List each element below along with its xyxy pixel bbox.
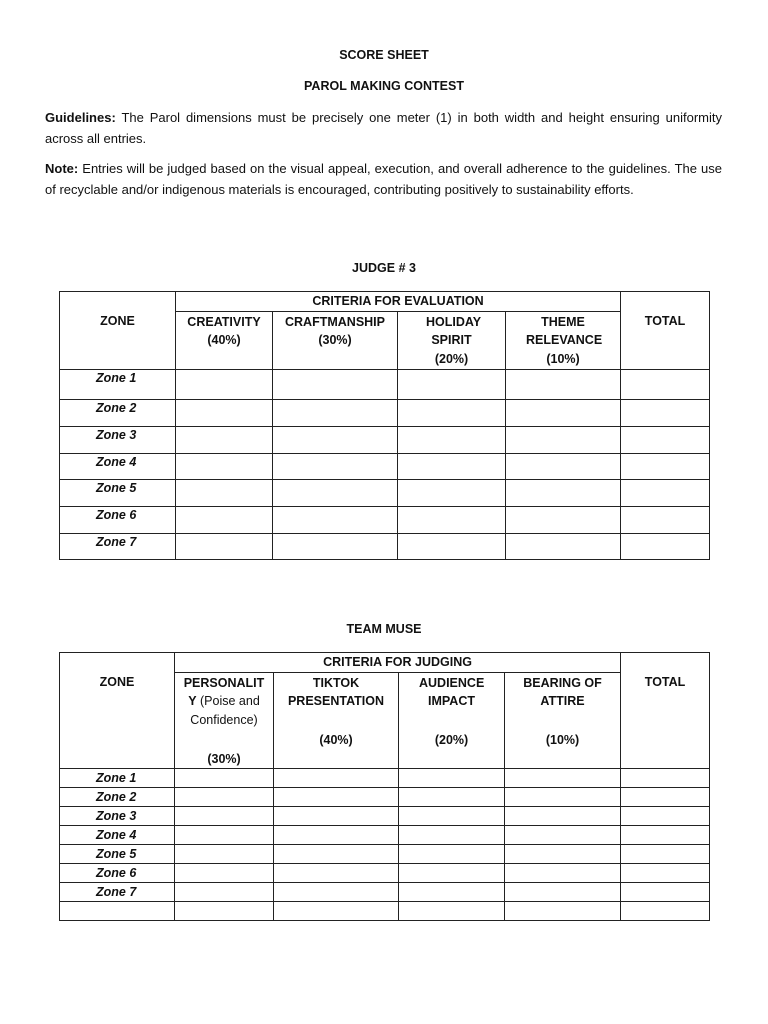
score-cell[interactable] [505, 864, 621, 883]
score-cell[interactable] [175, 902, 274, 921]
criteria-4-header [506, 311, 621, 369]
score-cell[interactable] [621, 399, 710, 426]
guidelines-paragraph [45, 108, 722, 149]
score-cell[interactable] [274, 845, 399, 864]
score-cell[interactable] [399, 902, 505, 921]
score-cell[interactable] [274, 769, 399, 788]
score-cell[interactable] [621, 479, 710, 506]
score-cell[interactable] [398, 506, 506, 533]
criteria-name [505, 674, 620, 731]
criteria-weight: (40%) [207, 333, 241, 347]
score-cell[interactable] [505, 788, 621, 807]
score-cell[interactable] [273, 479, 398, 506]
note-paragraph [45, 159, 722, 200]
zone-label: Zone 1 [60, 369, 176, 399]
score-cell[interactable] [506, 479, 621, 506]
table2-heading: TEAM MUSE [346, 622, 422, 636]
zone-label: Zone 5 [60, 845, 175, 864]
score-cell[interactable] [505, 769, 621, 788]
criteria-4-header [505, 672, 621, 769]
score-cell[interactable] [399, 788, 505, 807]
score-cell[interactable] [398, 369, 506, 399]
criteria-2-header [274, 672, 399, 769]
score-cell[interactable] [273, 533, 398, 559]
score-cell[interactable] [505, 807, 621, 826]
criteria-1-header [176, 311, 273, 369]
table-row [60, 788, 710, 807]
score-cell[interactable] [273, 399, 398, 426]
zone-label: Zone 2 [60, 788, 175, 807]
zone-label: Zone 3 [60, 807, 175, 826]
criteria-2-header [273, 311, 398, 369]
criteria-name-bold: AUDIENCE IMPACT [419, 675, 485, 708]
score-cell[interactable] [274, 807, 399, 826]
score-cell[interactable] [175, 845, 274, 864]
score-cell[interactable] [176, 479, 273, 506]
criteria-1-header [175, 672, 274, 769]
zone-label [60, 902, 175, 921]
total-header: TOTAL [621, 653, 710, 769]
criteria-name: THEME RELEVANCE [526, 314, 603, 347]
score-cell[interactable] [175, 826, 274, 845]
score-cell[interactable] [398, 533, 506, 559]
score-cell[interactable] [399, 864, 505, 883]
score-cell[interactable] [621, 769, 710, 788]
total-header: TOTAL [621, 292, 710, 370]
team-muse-score-table [59, 652, 710, 921]
score-cell[interactable] [505, 826, 621, 845]
criteria-weight: (40%) [319, 732, 353, 747]
score-cell[interactable] [175, 864, 274, 883]
score-cell[interactable] [621, 826, 710, 845]
zone-label: Zone 5 [60, 479, 176, 506]
zone-label: Zone 6 [60, 506, 176, 533]
note-text: Entries will be judged based on the visual appeal, execution, and overall adherence to the guidelines. The use of recyclable and/or indigenous materials is encouraged, contributing positively to sustainability efforts. [45, 161, 722, 197]
score-cell[interactable] [505, 845, 621, 864]
score-cell[interactable] [506, 426, 621, 453]
zone-label: Zone 7 [60, 533, 176, 559]
score-cell[interactable] [621, 453, 710, 479]
criteria-name-bold: TIKTOK PRESENTATION [287, 675, 385, 708]
document-title: SCORE SHEET [339, 48, 429, 62]
score-cell[interactable] [621, 426, 710, 453]
score-cell[interactable] [176, 369, 273, 399]
score-cell[interactable] [398, 479, 506, 506]
score-cell[interactable] [273, 506, 398, 533]
score-cell[interactable] [621, 883, 710, 902]
document-subtitle: PAROL MAKING CONTEST [304, 79, 464, 93]
table-row [60, 479, 710, 506]
criteria-name: CRAFTMANSHIP [285, 314, 385, 329]
table-row [60, 769, 710, 788]
score-cell[interactable] [274, 902, 399, 921]
criteria-weight: (30%) [318, 333, 352, 347]
zone-label: Zone 4 [60, 453, 176, 479]
score-cell[interactable] [176, 506, 273, 533]
score-cell[interactable] [399, 769, 505, 788]
score-cell[interactable] [176, 426, 273, 453]
score-cell[interactable] [175, 788, 274, 807]
criteria-name-bold: BEARING OF ATTIRE [523, 675, 602, 708]
score-cell[interactable] [621, 788, 710, 807]
criteria-name [399, 674, 504, 731]
score-cell[interactable] [175, 769, 274, 788]
score-cell[interactable] [621, 533, 710, 559]
score-cell[interactable] [399, 826, 505, 845]
zone-header: ZONE [60, 653, 175, 769]
criteria-name [175, 674, 273, 750]
score-cell[interactable] [398, 399, 506, 426]
criteria-weight: (20%) [434, 732, 469, 747]
zone-label: Zone 4 [60, 826, 175, 845]
guidelines-label: Guidelines: [45, 110, 116, 125]
score-cell[interactable] [273, 453, 398, 479]
criteria-name-detail: (Poise and Confidence) [190, 694, 260, 727]
criteria-weight: (10%) [546, 351, 580, 366]
score-cell[interactable] [176, 533, 273, 559]
score-cell[interactable] [506, 399, 621, 426]
score-cell[interactable] [398, 453, 506, 479]
criteria-3-header [399, 672, 505, 769]
score-cell[interactable] [505, 902, 621, 921]
table-row [60, 864, 710, 883]
score-cell[interactable] [621, 807, 710, 826]
table-row [60, 826, 710, 845]
score-cell[interactable] [175, 807, 274, 826]
table-row [60, 902, 710, 921]
criteria-weight: (30%) [207, 751, 241, 766]
table1-heading: JUDGE # 3 [352, 261, 416, 275]
score-cell[interactable] [274, 788, 399, 807]
score-cell[interactable] [273, 426, 398, 453]
zone-header: ZONE [60, 292, 176, 370]
score-cell[interactable] [274, 864, 399, 883]
score-cell[interactable] [398, 426, 506, 453]
table-row [60, 807, 710, 826]
score-cell[interactable] [506, 506, 621, 533]
table-row [60, 845, 710, 864]
zone-label: Zone 2 [60, 399, 176, 426]
table-row [60, 506, 710, 533]
score-cell[interactable] [399, 883, 505, 902]
zone-label: Zone 1 [60, 769, 175, 788]
table-row [60, 533, 710, 559]
note-label: Note: [45, 161, 79, 176]
score-cell[interactable] [621, 864, 710, 883]
score-cell[interactable] [274, 883, 399, 902]
table-row [60, 453, 710, 479]
criteria-name [274, 674, 398, 731]
zone-label: Zone 6 [60, 864, 175, 883]
score-cell[interactable] [506, 369, 621, 399]
score-cell[interactable] [506, 453, 621, 479]
criteria-3-header [398, 311, 506, 369]
zone-label: Zone 3 [60, 426, 176, 453]
criteria-header: CRITERIA FOR JUDGING [175, 653, 621, 673]
score-cell[interactable] [176, 453, 273, 479]
guidelines-text: The Parol dimensions must be precisely one meter (1) in both width and height ensuring uniformity across all entries. [45, 110, 722, 146]
score-cell[interactable] [621, 902, 710, 921]
criteria-name: CREATIVITY [187, 314, 261, 329]
score-cell[interactable] [175, 883, 274, 902]
table-row [60, 399, 710, 426]
criteria-weight: (10%) [545, 732, 580, 747]
score-cell[interactable] [176, 399, 273, 426]
criteria-header: CRITERIA FOR EVALUATION [176, 292, 621, 312]
zone-label: Zone 7 [60, 883, 175, 902]
judge-score-table [59, 291, 710, 560]
criteria-name: HOLIDAY SPIRIT [426, 314, 482, 347]
score-cell[interactable] [621, 506, 710, 533]
table-row [60, 426, 710, 453]
criteria-name-bold: PERSONALIT Y [183, 675, 265, 708]
criteria-weight: (20%) [434, 351, 469, 366]
score-cell[interactable] [621, 845, 710, 864]
score-cell[interactable] [274, 826, 399, 845]
score-cell[interactable] [399, 807, 505, 826]
table-row [60, 369, 710, 399]
score-cell[interactable] [621, 369, 710, 399]
table-row [60, 883, 710, 902]
score-cell[interactable] [506, 533, 621, 559]
score-cell[interactable] [505, 883, 621, 902]
score-cell[interactable] [273, 369, 398, 399]
score-cell[interactable] [399, 845, 505, 864]
